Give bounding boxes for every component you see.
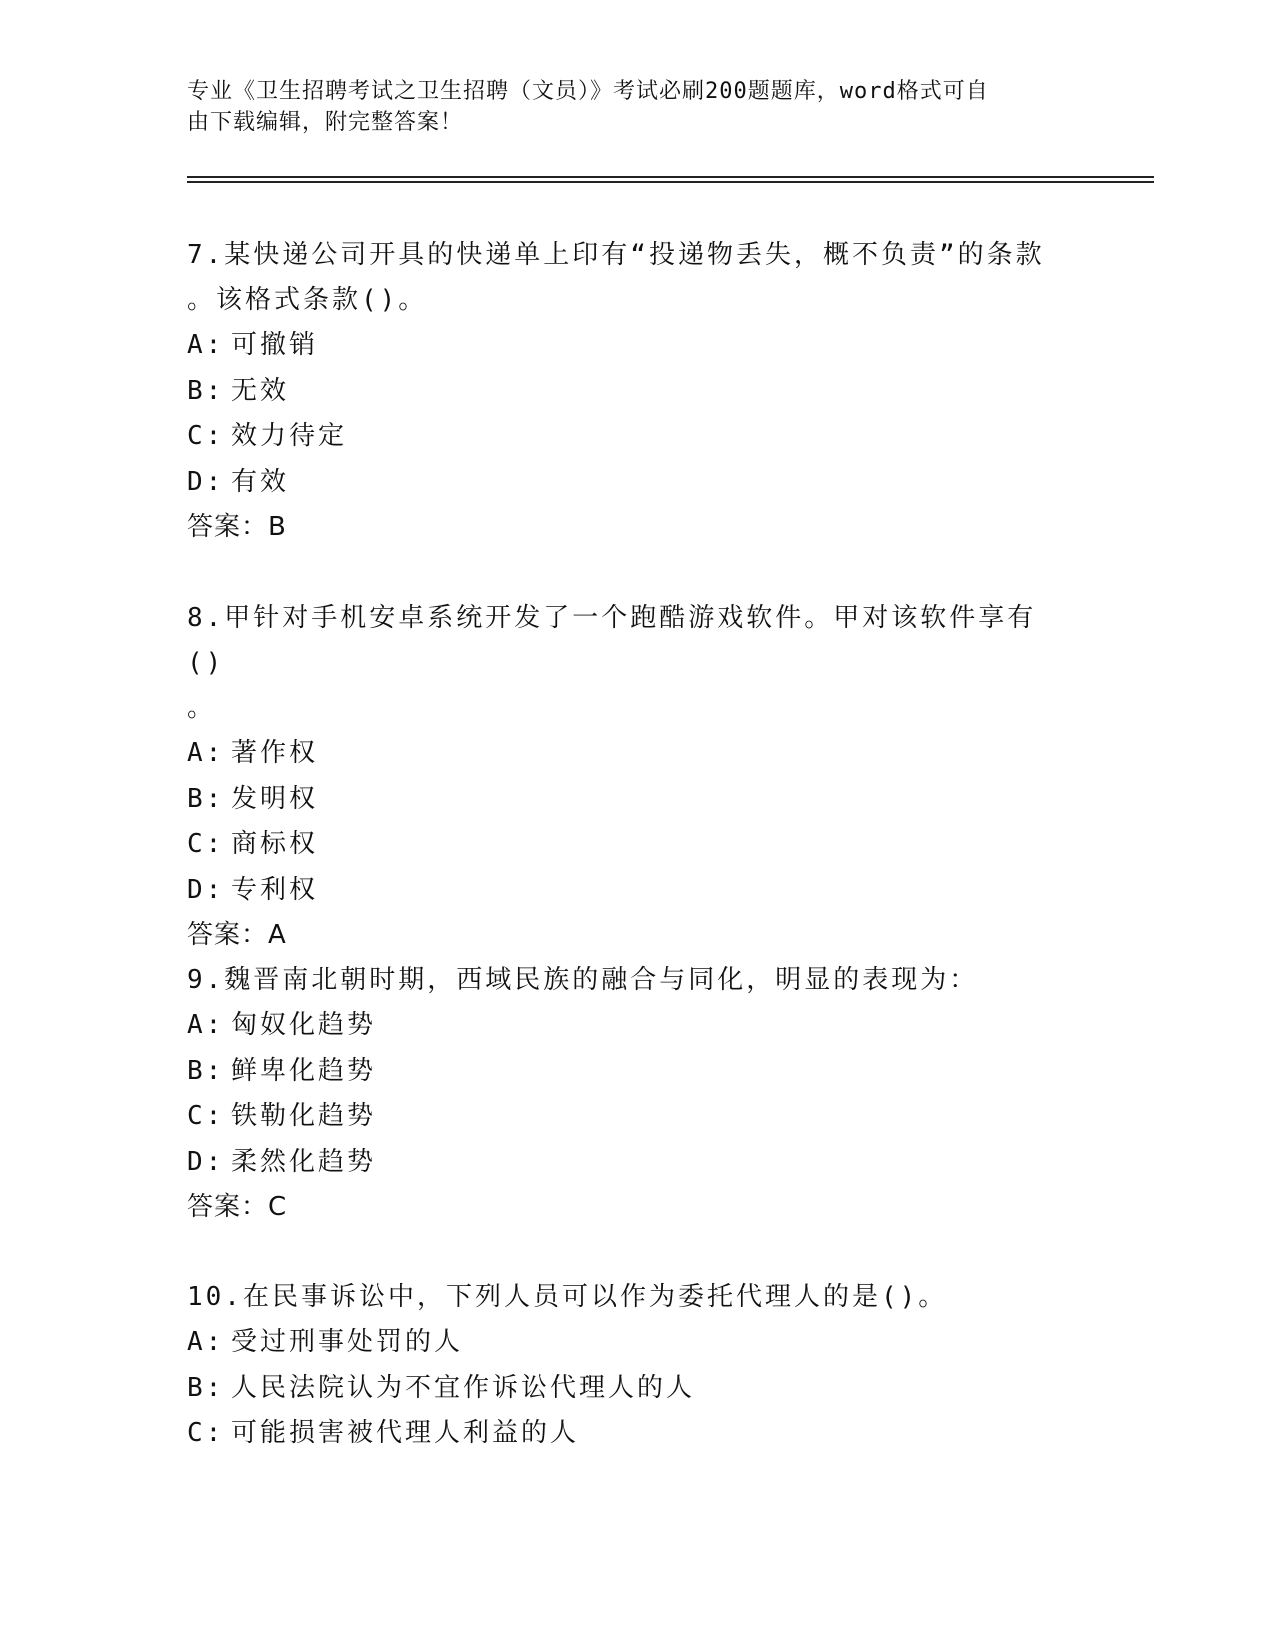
option-d (187, 868, 1067, 914)
option-key: C: (187, 1101, 225, 1131)
option-key: C: (187, 421, 225, 451)
question-8 (187, 596, 1067, 958)
option-key: A: (187, 738, 225, 768)
option-key: B: (187, 783, 225, 814)
option-text: 效力待定 (231, 421, 348, 451)
question-text-line: 10.在民事诉讼中，下列人员可以作为委托代理人的是()。 (187, 1282, 948, 1312)
option-b (187, 777, 1067, 823)
option-text: 铁勒化趋势 (231, 1101, 377, 1131)
option-key: B: (187, 1372, 225, 1403)
option-key: C: (187, 1418, 225, 1448)
option-text: 柔然化趋势 (231, 1146, 377, 1177)
question-text-line: 。 (187, 693, 217, 723)
option-c (187, 1094, 1067, 1140)
option-key: D: (187, 466, 225, 497)
question-text-line: 9.魏晋南北朝时期，西域民族的融合与同化，明显的表现为： (187, 965, 979, 995)
option-key: D: (187, 874, 225, 905)
option-a (187, 1003, 1067, 1049)
option-d (187, 460, 1067, 506)
answer-line: 答案：A (187, 920, 287, 950)
option-d (187, 1140, 1067, 1186)
option-text: 无效 (231, 375, 290, 406)
option-key: D: (187, 1146, 225, 1177)
header-line-1: 专业《卫生招聘考试之卫生招聘（文员）》考试必刷200题题库，word格式可自 (187, 79, 989, 104)
option-text: 匈奴化趋势 (231, 1010, 377, 1040)
option-a (187, 1320, 1067, 1366)
question-text-line: 8.甲针对手机安卓系统开发了一个跑酷游戏软件。甲对该软件享有() (187, 603, 1037, 678)
question-text-line: 。该格式条款()。 (187, 285, 428, 315)
option-b (187, 1366, 1067, 1412)
option-text: 鲜卑化趋势 (231, 1055, 377, 1086)
question-text-line: 7.某快递公司开具的快递单上印有“投递物丢失，概不负责”的条款 (187, 240, 1045, 270)
option-key: A: (187, 1327, 225, 1357)
question-10 (187, 1275, 1067, 1457)
answer-line: 答案：B (187, 512, 287, 542)
option-key: C: (187, 829, 225, 859)
option-c (187, 822, 1067, 868)
option-text: 受过刑事处罚的人 (231, 1327, 464, 1357)
option-a (187, 731, 1067, 777)
option-b (187, 1049, 1067, 1095)
header-divider-top (187, 176, 1154, 178)
question-7 (187, 233, 1067, 550)
option-c (187, 414, 1067, 460)
option-key: A: (187, 330, 225, 360)
option-text: 可能损害被代理人利益的人 (231, 1418, 580, 1448)
header-line-2: 由下载编辑，附完整答案！ (187, 110, 464, 135)
option-a (187, 323, 1067, 369)
option-text: 专利权 (231, 874, 319, 905)
option-key: A: (187, 1010, 225, 1040)
document-header (187, 76, 1067, 138)
question-9 (187, 958, 1067, 1230)
option-c (187, 1411, 1067, 1457)
option-text: 有效 (231, 466, 290, 497)
option-text: 著作权 (231, 738, 319, 768)
option-key: B: (187, 1055, 225, 1086)
option-text: 人民法院认为不宜作诉讼代理人的人 (231, 1372, 696, 1403)
header-divider-bottom (187, 181, 1154, 183)
option-text: 商标权 (231, 829, 319, 859)
option-text: 可撤销 (231, 330, 319, 360)
option-key: B: (187, 375, 225, 406)
answer-line: 答案：C (187, 1192, 288, 1222)
option-text: 发明权 (231, 783, 319, 814)
option-b (187, 369, 1067, 415)
